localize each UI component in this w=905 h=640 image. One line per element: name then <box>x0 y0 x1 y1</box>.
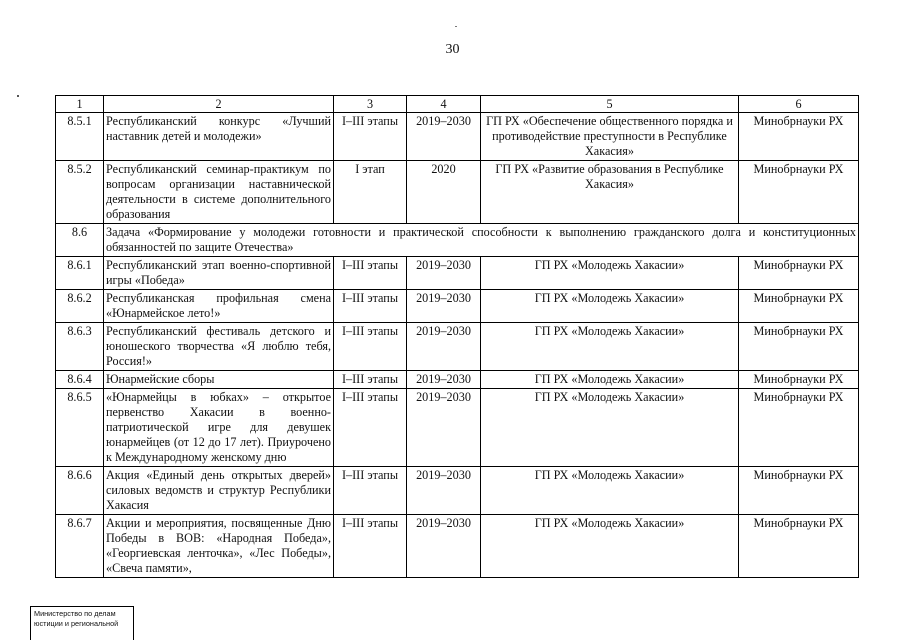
event-name: Республиканская профильная смена «Юнармейское лето!» <box>104 290 334 323</box>
executor: Минобрнауки РХ <box>739 389 859 467</box>
event-period: 2019–2030 <box>407 389 481 467</box>
event-name: Юнармейские сборы <box>104 371 334 389</box>
event-period: 2019–2030 <box>407 257 481 290</box>
executor: Минобрнауки РХ <box>739 515 859 578</box>
event-stage: I–III этапы <box>334 389 407 467</box>
event-name: Республиканский конкурс «Лучший наставник детей и молодежи» <box>104 113 334 161</box>
executor: Минобрнауки РХ <box>739 161 859 224</box>
event-period: 2019–2030 <box>407 515 481 578</box>
row-number: 8.6.1 <box>56 257 104 290</box>
row-number: 8.6.3 <box>56 323 104 371</box>
executor: Минобрнауки РХ <box>739 371 859 389</box>
table-row <box>56 113 859 161</box>
event-stage: I–III этапы <box>334 113 407 161</box>
task-row <box>56 224 859 257</box>
table-row <box>56 389 859 467</box>
state-program: ГП РХ «Развитие образования в Республике Хакасия» <box>481 161 739 224</box>
executor: Минобрнауки РХ <box>739 113 859 161</box>
event-name: «Юнармейцы в юбках» – открытое первенство Хакасии в военно-патриотической игре для девушек юнармейцев (от 12 до 17 лет). Приурочено к Международному женскому дню <box>104 389 334 467</box>
event-stage: I этап <box>334 161 407 224</box>
executor: Минобрнауки РХ <box>739 323 859 371</box>
ministry-stamp <box>30 606 134 640</box>
event-period: 2019–2030 <box>407 467 481 515</box>
event-stage: I–III этапы <box>334 257 407 290</box>
row-number: 8.6.7 <box>56 515 104 578</box>
state-program: ГП РХ «Молодежь Хакасии» <box>481 257 739 290</box>
executor: Минобрнауки РХ <box>739 467 859 515</box>
event-stage: I–III этапы <box>334 323 407 371</box>
row-number: 8.6.4 <box>56 371 104 389</box>
event-period: 2019–2030 <box>407 113 481 161</box>
measures-table <box>55 95 859 578</box>
executor: Минобрнауки РХ <box>739 290 859 323</box>
column-header: 5 <box>481 96 739 113</box>
state-program: ГП РХ «Молодежь Хакасии» <box>481 290 739 323</box>
row-number: 8.6.6 <box>56 467 104 515</box>
event-name: Республиканский фестиваль детского и юношеского творчества «Я люблю тебя, Россия!» <box>104 323 334 371</box>
state-program: ГП РХ «Молодежь Хакасии» <box>481 515 739 578</box>
state-program: ГП РХ «Обеспечение общественного порядка и противодействие преступности в Республике Хакасия» <box>481 113 739 161</box>
event-name: Акция «Единый день открытых дверей» силовых ведомств и структур Республики Хакасия <box>104 467 334 515</box>
event-stage: I–III этапы <box>334 515 407 578</box>
event-stage: I–III этапы <box>334 371 407 389</box>
event-period: 2019–2030 <box>407 290 481 323</box>
stamp-line: Министерство по делам <box>34 609 116 618</box>
state-program: ГП РХ «Молодежь Хакасии» <box>481 467 739 515</box>
scan-speck <box>17 95 19 97</box>
table-row <box>56 257 859 290</box>
table-row <box>56 467 859 515</box>
scan-speck <box>455 26 457 27</box>
column-header: 4 <box>407 96 481 113</box>
table-row <box>56 515 859 578</box>
event-stage: I–III этапы <box>334 290 407 323</box>
state-program: ГП РХ «Молодежь Хакасии» <box>481 371 739 389</box>
event-period: 2020 <box>407 161 481 224</box>
event-stage: I–III этапы <box>334 467 407 515</box>
event-name: Республиканский семинар-практикум по вопросам организации наставнической деятельности в системе дополнительного образования <box>104 161 334 224</box>
stamp-line: юстиции и региональной <box>34 619 119 628</box>
column-header: 2 <box>104 96 334 113</box>
table-row <box>56 290 859 323</box>
event-name: Республиканский этап военно-спортивной игры «Победа» <box>104 257 334 290</box>
page-number: 30 <box>445 42 460 57</box>
task-text: Задача «Формирование у молодежи готовности и практической способности к выполнению гражданского долга и конституционных обязанностей по защите Отечества» <box>104 224 859 257</box>
row-number: 8.5.1 <box>56 113 104 161</box>
row-number: 8.6.5 <box>56 389 104 467</box>
state-program: ГП РХ «Молодежь Хакасии» <box>481 323 739 371</box>
event-period: 2019–2030 <box>407 323 481 371</box>
row-number: 8.6 <box>56 224 104 257</box>
event-name: Акции и мероприятия, посвященные Дню Победы в ВОВ: «Народная Победа», «Георгиевская ленточка», «Лес Победы», «Свеча памяти», <box>104 515 334 578</box>
column-header: 1 <box>56 96 104 113</box>
table-row <box>56 371 859 389</box>
row-number: 8.5.2 <box>56 161 104 224</box>
table-row <box>56 323 859 371</box>
column-header: 6 <box>739 96 859 113</box>
column-header: 3 <box>334 96 407 113</box>
executor: Минобрнауки РХ <box>739 257 859 290</box>
row-number: 8.6.2 <box>56 290 104 323</box>
event-period: 2019–2030 <box>407 371 481 389</box>
table-row <box>56 161 859 224</box>
state-program: ГП РХ «Молодежь Хакасии» <box>481 389 739 467</box>
table-header-row <box>56 96 859 113</box>
